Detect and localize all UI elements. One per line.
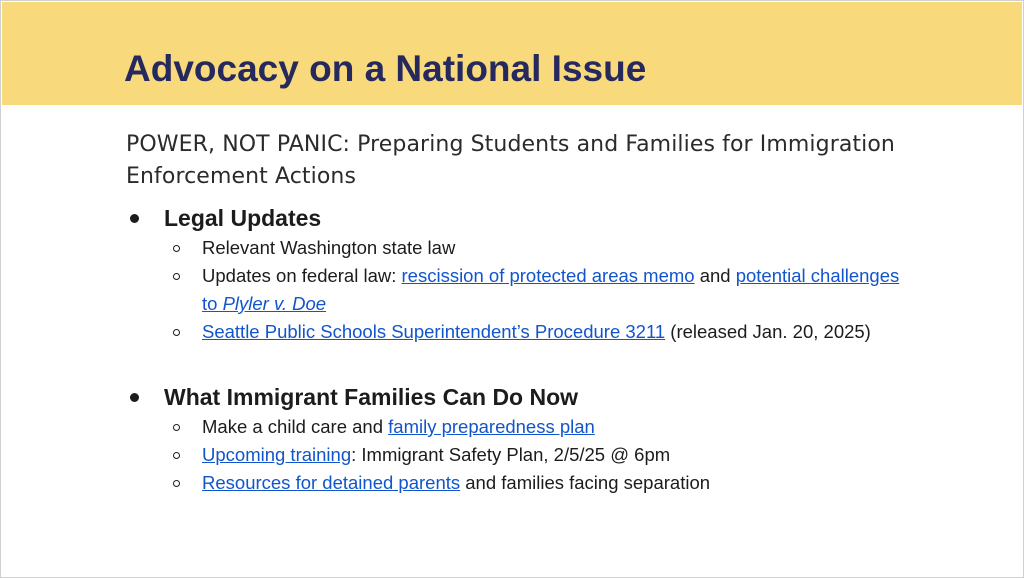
list-item (126, 262, 902, 318)
section-heading-text: Legal Updates (164, 205, 322, 231)
item-text: Make a child care and (202, 416, 389, 437)
section-heading-text: What Immigrant Families Can Do Now (164, 384, 579, 410)
item-text: Relevant Washington state law (202, 237, 456, 258)
item-text: Updates on federal law: (202, 265, 402, 286)
section-legal-updates (126, 202, 1006, 346)
bullet-dot-icon (130, 214, 139, 223)
hollow-bullet-icon (173, 480, 180, 487)
list-item (126, 441, 1006, 469)
item-text: (released Jan. 20, 2025) (665, 321, 871, 342)
link-rescission-memo[interactable]: rescission of protected areas memo (401, 265, 695, 286)
list-item (126, 413, 1006, 441)
link-family-preparedness-plan[interactable]: family preparedness plan (388, 416, 595, 437)
link-detained-parents-resources[interactable]: Resources for detained parents (202, 472, 461, 493)
item-text: : Immigrant Safety Plan, 2/5/25 @ 6pm (351, 444, 671, 465)
hollow-bullet-icon (173, 452, 180, 459)
slide-title: Advocacy on a National Issue (124, 48, 647, 89)
hollow-bullet-icon (173, 329, 180, 336)
link-upcoming-training[interactable]: Upcoming training (202, 444, 352, 465)
list-item (126, 469, 1006, 497)
item-text: and (694, 265, 736, 286)
list-item (126, 318, 1006, 346)
section-immigrant-families (126, 381, 1006, 497)
hollow-bullet-icon (173, 245, 180, 252)
section-heading (126, 381, 1006, 413)
hollow-bullet-icon (173, 424, 180, 431)
link-superintendent-procedure[interactable]: Seattle Public Schools Superintendent’s Procedure 3211 (202, 321, 666, 342)
slide-subtitle: POWER, NOT PANIC: Preparing Students and Families for Immigration Enforcement Actions (126, 132, 895, 189)
item-text: and families facing separation (460, 472, 711, 493)
section-heading (126, 202, 1006, 234)
sub-bullet-list (126, 234, 1006, 346)
link-text-italic: Plyler v. Doe (222, 293, 327, 314)
hollow-bullet-icon (173, 273, 180, 280)
list-item (126, 234, 1006, 262)
link-text: potential challenges to (202, 265, 900, 314)
sub-bullet-list (126, 413, 1006, 497)
bullet-dot-icon (130, 393, 139, 402)
